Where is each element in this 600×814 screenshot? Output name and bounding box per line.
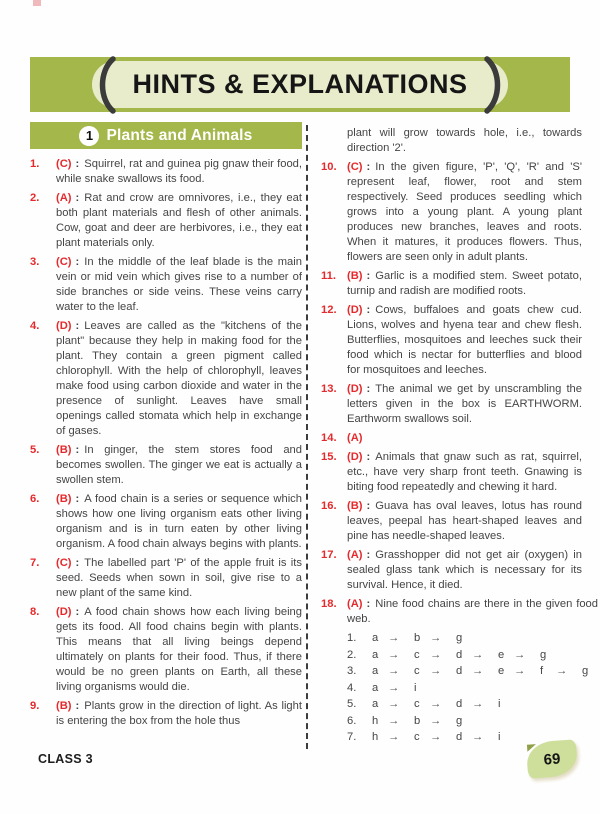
answer-separator: : — [75, 320, 80, 332]
chain-organism: g — [582, 665, 589, 677]
answer-separator: : — [366, 598, 371, 610]
header-banner — [30, 57, 570, 112]
answer-separator: : — [75, 444, 80, 456]
chain-organism: i — [498, 698, 501, 710]
answer-text: Leaves are called as the "kitchens of the plant" because they help in making food for the plant. They contain a green pigment called chlorophyll. With the help of chlorophyll, leaves make food using carbon dioxide and water in the presence of sunlight. Leaves have small openings called stomata which help in exchange of gases. — [56, 320, 302, 437]
food-chain-list — [347, 630, 598, 746]
arrow-icon: → — [514, 648, 526, 661]
chain-organism: f — [540, 665, 544, 677]
arrow-icon: → — [430, 665, 442, 677]
answer-separator: : — [75, 256, 80, 268]
item-body — [347, 499, 582, 544]
answer-separator: : — [366, 500, 371, 512]
arrow-icon: → — [388, 731, 400, 743]
answer-text: Grasshopper did not get air (oxygen) in sealed glass tank which is necessary for its survival. Hence, it died. — [347, 549, 582, 591]
item-number: 16. — [321, 500, 337, 512]
item-body — [347, 126, 582, 156]
arrow-icon: → — [388, 714, 400, 727]
answer-item — [321, 548, 582, 593]
item-body — [56, 443, 302, 488]
arrow-icon: → — [388, 665, 400, 677]
answer-letter: (A) — [56, 192, 72, 204]
answer-item — [321, 269, 582, 299]
arrow-icon: → — [388, 681, 400, 694]
answer-text: The labelled part 'P' of the apple fruit is its seed. Seeds when sown in soil, give rise to a new plant of the same kind. — [56, 557, 302, 599]
answer-item — [30, 605, 302, 695]
header-pill — [92, 61, 508, 108]
item-body — [56, 157, 302, 187]
answer-separator: : — [366, 161, 371, 173]
item-number: 17. — [321, 549, 337, 561]
answer-text: Guava has oval leaves, lotus has round leaves, peepal has heart-shaped leaves and pine has needle-shaped leaves. — [347, 500, 582, 542]
answer-item — [30, 319, 302, 439]
answer-letter: (A) — [347, 549, 363, 561]
item-body — [56, 319, 302, 439]
left-answer-list — [30, 157, 302, 729]
chain-organism: g — [456, 632, 463, 644]
arrow-icon: → — [430, 648, 442, 661]
item-number: 2. — [30, 192, 40, 204]
answer-letter: (B) — [56, 493, 72, 505]
continuation-paragraph — [321, 126, 582, 156]
item-number: 15. — [321, 451, 337, 463]
answer-letter: (D) — [56, 606, 72, 618]
section-number-badge: 1 — [79, 126, 99, 146]
chain-number: 6. — [347, 714, 357, 727]
chain-organism: d — [456, 648, 463, 661]
answer-separator: : — [366, 549, 371, 561]
item-number: 10. — [321, 161, 337, 173]
item-number: 13. — [321, 383, 337, 395]
item-number: 14. — [321, 432, 337, 444]
item-body — [347, 597, 598, 746]
chain-organism: i — [498, 731, 501, 743]
arrow-icon: → — [556, 665, 568, 677]
arrow-icon: → — [388, 632, 400, 644]
answer-letter: (C) — [56, 256, 72, 268]
answer-letter: (B) — [347, 500, 363, 512]
answer-letter: (D) — [347, 383, 363, 395]
page-title: HINTS & EXPLANATIONS — [132, 69, 468, 99]
item-body — [347, 450, 582, 495]
answer-text: A food chain shows how each living being gets its food. All food chains begin with plants. This means that all living beings depend ultimately on plants for their food. Thus, if there would be no green plants on Earth, all these living organisms would die. — [56, 606, 302, 693]
answer-letter: (D) — [56, 320, 72, 332]
answer-letter: (A) — [347, 598, 363, 610]
answer-text: Squirrel, rat and guinea pig gnaw their food, while snake swallows its food. — [56, 158, 302, 185]
chain-organism: e — [498, 665, 505, 677]
chain-organism: a — [372, 698, 379, 710]
answer-text: Rat and crow are omnivores, i.e., they eat both plant materials and flesh of other animals. Cow, goat and deer are herbivores, i.e., they eat plant materials only. — [56, 192, 302, 249]
answer-text: plant will grow towards hole, i.e., towards direction '2'. — [347, 127, 582, 154]
two-column-content — [30, 122, 598, 750]
chain-number: 7. — [347, 731, 357, 743]
answer-separator: : — [75, 192, 80, 204]
item-number: 7. — [30, 557, 40, 569]
arrow-icon: → — [514, 665, 526, 677]
answer-item — [321, 303, 582, 378]
chain-organism: d — [456, 698, 463, 710]
item-body — [56, 699, 302, 729]
food-chain-row — [347, 663, 598, 680]
right-paren-icon — [484, 56, 506, 119]
item-body — [347, 382, 582, 427]
arrow-icon: → — [430, 714, 442, 727]
item-body — [347, 160, 582, 265]
chain-organism: e — [498, 648, 505, 661]
item-number: 11. — [321, 270, 336, 282]
item-body — [56, 556, 302, 601]
item-body — [56, 191, 302, 251]
chain-organism: h — [372, 731, 379, 743]
chain-organism: d — [456, 665, 463, 677]
column-divider — [306, 125, 310, 749]
answer-text: A food chain is a series or sequence which shows how one living organism eats other living organism and is in turn eaten by other living organism. A food chain always begins with plants. — [56, 493, 302, 550]
page-number-leaf — [526, 739, 578, 778]
answer-separator: : — [366, 451, 371, 463]
arrow-icon: → — [430, 731, 442, 743]
left-paren-icon — [94, 56, 116, 119]
answer-item — [321, 382, 582, 427]
left-column — [30, 122, 302, 750]
item-body — [347, 548, 582, 593]
chain-organism: a — [372, 681, 379, 694]
answer-letter: (D) — [347, 451, 363, 463]
answer-text: Cows, buffaloes and goats chew cud. Lions, wolves and hyena tear and chew flesh. Butterflies, mosquitoes and leeches suck their food which is nectar for butterflies and blood for mosquitoes and leeches. — [347, 304, 582, 376]
item-number: 5. — [30, 444, 40, 456]
item-body — [347, 431, 582, 446]
answer-item — [30, 492, 302, 552]
chain-number: 4. — [347, 681, 357, 694]
item-body — [56, 255, 302, 315]
answer-separator: : — [75, 158, 80, 170]
chain-organism: b — [414, 632, 421, 644]
answer-text: Garlic is a modified stem. Sweet potato, turnip and radish are modified roots. — [347, 270, 582, 297]
item-number: 18. — [321, 598, 337, 610]
chain-organism: h — [372, 714, 379, 727]
answer-separator: : — [366, 304, 371, 316]
item-number: 6. — [30, 493, 40, 505]
scan-artifact-mark — [33, 0, 41, 6]
answer-item — [321, 450, 582, 495]
answer-separator: : — [75, 557, 80, 569]
food-chain-row — [347, 696, 598, 713]
arrow-icon: → — [388, 648, 400, 661]
arrow-icon: → — [388, 698, 400, 710]
item-body — [347, 303, 582, 378]
answer-letter: (C) — [56, 158, 72, 170]
item-body — [56, 605, 302, 695]
chain-number: 5. — [347, 698, 357, 710]
food-chain-row — [347, 647, 598, 664]
chain-organism: c — [414, 698, 420, 710]
footer-class-label: CLASS 3 — [38, 752, 93, 766]
arrow-icon: → — [472, 648, 484, 661]
answer-separator: : — [366, 383, 371, 395]
chain-organism: c — [414, 665, 420, 677]
arrow-icon: → — [430, 632, 442, 644]
chain-organism: b — [414, 714, 421, 727]
answer-item — [321, 597, 598, 746]
section-title: Plants and Animals — [106, 126, 253, 144]
chain-number: 3. — [347, 665, 357, 677]
item-number — [321, 126, 347, 156]
arrow-icon: → — [472, 698, 484, 710]
chain-organism: d — [456, 731, 463, 743]
food-chain-row — [347, 713, 598, 730]
answer-separator: : — [75, 606, 80, 618]
arrow-icon: → — [472, 665, 484, 677]
answer-letter: (D) — [347, 304, 363, 316]
answer-separator: : — [75, 493, 80, 505]
answer-text: In ginger, the stem stores food and becomes swollen. The ginger we eat is actually a swollen stem. — [56, 444, 302, 486]
answer-text: In the given figure, 'P', 'Q', 'R' and 'S' represent leaf, flower, root and stem respectively. Seed produces seedling which grows into a young plant. A young plant produces new branches, leaves and roots. When it matures, it produces flowers. Thus, flowers are seen only in adult plants. — [347, 161, 582, 263]
item-number: 12. — [321, 304, 337, 316]
answer-text: The animal we get by unscrambling the letters given in the box is EARTHWORM. Earthworm swallows soil. — [347, 383, 582, 425]
chain-organism: a — [372, 632, 379, 644]
chain-organism: i — [414, 681, 417, 694]
answer-letter: (C) — [56, 557, 72, 569]
answer-separator: : — [75, 700, 80, 712]
answer-item — [321, 431, 582, 446]
answer-text: Animals that gnaw such as rat, squirrel, etc., have very sharp front teeth. Gnawing is biting food repeatedly and chewing it hard. — [347, 451, 582, 493]
answer-item — [30, 443, 302, 488]
chain-organism: c — [414, 648, 420, 661]
food-chain-row — [347, 680, 598, 697]
answer-item — [30, 157, 302, 187]
chain-organism: g — [456, 714, 463, 727]
page-number: 69 — [543, 749, 561, 769]
chain-organism: a — [372, 648, 379, 661]
answer-letter: (C) — [347, 161, 363, 173]
chain-organism: a — [372, 665, 379, 677]
chain-organism: c — [414, 731, 420, 743]
item-body — [56, 492, 302, 552]
answer-separator: : — [366, 270, 371, 282]
right-column — [321, 122, 598, 750]
answer-item — [30, 191, 302, 251]
answer-letter: (B) — [56, 444, 72, 456]
answer-item — [321, 499, 582, 544]
answer-item — [30, 699, 302, 729]
item-number: 9. — [30, 700, 40, 712]
answer-text: In the middle of the leaf blade is the main vein or mid vein which gives rise to a number of side branches or side veins. These veins carry water to the leaf. — [56, 256, 302, 313]
food-chain-row — [347, 630, 598, 647]
chain-number: 1. — [347, 632, 357, 644]
answer-item — [30, 556, 302, 601]
answer-text: Nine food chains are there in the given food web. — [347, 598, 598, 625]
item-number: 4. — [30, 320, 40, 332]
chain-number: 2. — [347, 648, 357, 661]
arrow-icon: → — [430, 698, 442, 710]
answer-item — [30, 255, 302, 315]
item-number: 3. — [30, 256, 40, 268]
answer-letter: (A) — [347, 432, 363, 444]
answer-letter: (B) — [347, 270, 363, 282]
answer-letter: (B) — [56, 700, 72, 712]
arrow-icon: → — [472, 731, 484, 743]
item-number: 8. — [30, 606, 40, 618]
chain-organism: g — [540, 648, 547, 661]
item-number: 1. — [30, 158, 40, 170]
answer-item — [321, 160, 582, 265]
section-header — [30, 122, 302, 149]
item-body — [347, 269, 582, 299]
answer-text: Plants grow in the direction of light. As light is entering the box from the hole thus — [56, 700, 302, 727]
